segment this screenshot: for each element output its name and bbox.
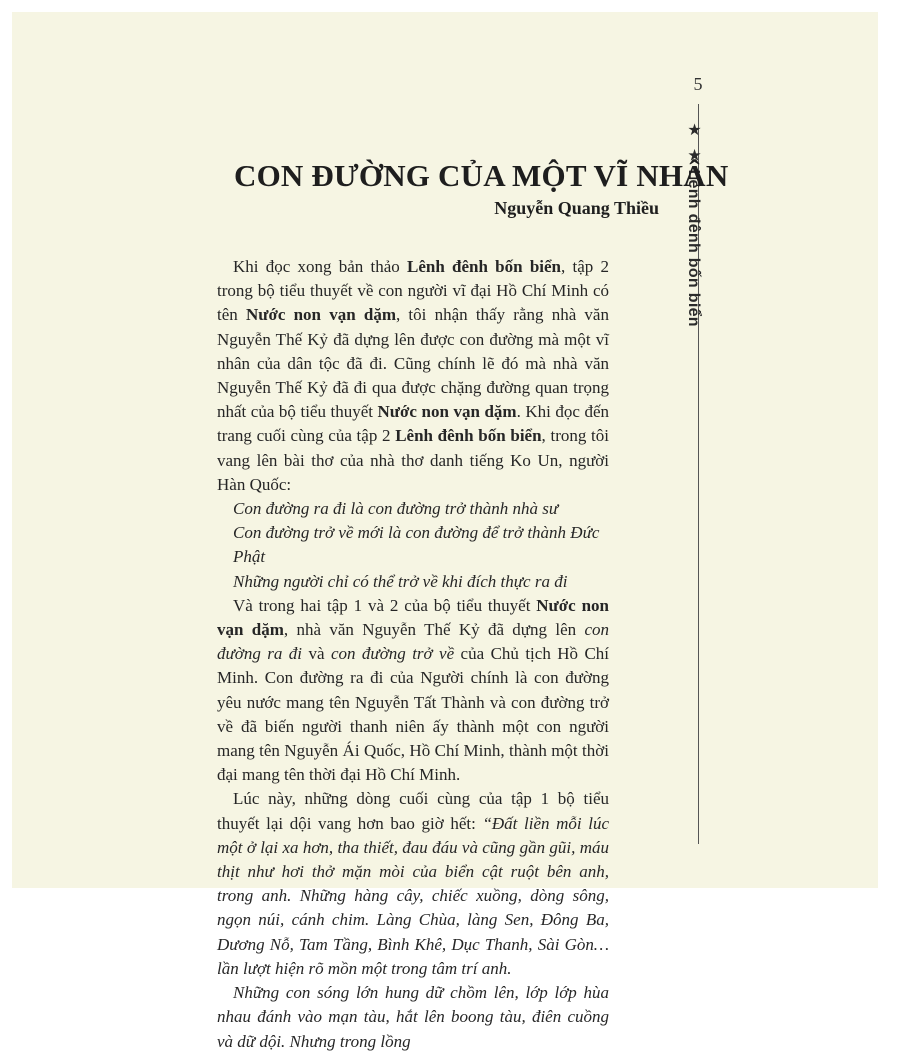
text-run: , tôi nhận thấy rằng nhà văn Nguyễn Thế Kỷ đã dựng lên được con đường mà một vĩ nhân của dân tộc đã đi. Cũng chính lẽ đó mà nhà văn Nguyễn Thế Kỷ đã đi qua được chặng đường quan trọng nhất của bộ tiểu thuyết bbox=[217, 305, 609, 422]
italic-run: Những con sóng lớn hung dữ chồm lên, lớp lớp hùa nhau đánh vào mạn tàu, hắt lên boong tàu, điên cuồng và dữ dội. Nhưng trong lồng bbox=[217, 983, 609, 1051]
text-run: Và trong hai tập 1 và 2 của bộ tiểu thuyết bbox=[233, 595, 537, 615]
paragraph bbox=[217, 981, 609, 1054]
text-run: Khi đọc xong bản thảo bbox=[233, 257, 408, 276]
italic-run: con đường trở về bbox=[330, 644, 455, 664]
chapter-title: CON ĐƯỜNG CỦA MỘT VĨ NHÂN bbox=[234, 158, 729, 193]
bold-run: Lênh đênh bốn biển bbox=[407, 257, 561, 276]
paragraph bbox=[217, 787, 609, 981]
bold-run: Lênh đênh bốn biển bbox=[395, 426, 542, 446]
body-text bbox=[217, 255, 609, 1054]
text-run: . Khi đọc đến trang cuối cùng của tập 2 bbox=[217, 402, 610, 446]
book-page bbox=[12, 12, 878, 1051]
author-name: Nguyễn Quang Thiều bbox=[494, 198, 659, 218]
bold-run: Nước non vạn dặm bbox=[217, 595, 609, 640]
italic-run: Con đường trở về mới là con đường để trở thành Đức Phật bbox=[233, 523, 600, 567]
text-run: và bbox=[302, 644, 331, 664]
italic-run: “Đất liền mỗi lúc một ở lại xa hơn, tha thiết, đau đáu và cũng gần gũi, máu thịt như hơi thở mặn mòi của biển cật ruột bên anh, trong anh. Những hàng cây, chiếc xuồng, dòng sông, ngọn núi, cánh chim. Làng Chùa, làng Sen, Đông Ba, Dương Nỗ, Tam Tầng, Bình Khê, Dục Thanh, Sài Gòn… lần lượt hiện rõ mồn một trong tâm trí anh. bbox=[217, 813, 610, 978]
running-header-title: Lênh đênh bốn biển bbox=[685, 169, 702, 327]
bold-run: Nước non vạn dặm bbox=[245, 305, 396, 325]
verse-line bbox=[217, 497, 609, 521]
star-ornament-icon: ★ ★ bbox=[685, 120, 702, 166]
text-run: , tập 2 trong bộ tiểu thuyết về con người vĩ đại Hồ Chí Minh có tên bbox=[217, 257, 609, 325]
text-run: , trong tôi vang lên bài thơ của nhà thơ danh tiếng Ko Un, người Hàn Quốc: bbox=[217, 426, 609, 494]
bold-run: Nước non vạn dặm bbox=[377, 402, 517, 422]
page-number: 5 bbox=[693, 74, 703, 94]
italic-run: Con đường ra đi là con đường trở thành nhà sư bbox=[233, 499, 559, 519]
running-header bbox=[684, 120, 703, 327]
italic-run: con đường ra đi bbox=[217, 620, 609, 664]
verse-line bbox=[217, 521, 609, 569]
text-run: Lúc này, những dòng cuối cùng của tập 1 bộ tiểu thuyết lại dội vang hơn bao giờ hết: bbox=[217, 789, 609, 833]
text-run: của Chủ tịch Hồ Chí Minh. Con đường ra đi của Người chính là con đường yêu nước mang tên Nguyễn Tất Thành và con đường trở về đã biến người thanh niên ấy thành một con người mang tên Nguyễn Ái Quốc, Hồ Chí Minh, thành một thời đại mang tên thời đại Hồ Chí Minh. bbox=[217, 644, 610, 785]
verse-line bbox=[217, 570, 609, 594]
text-run: , nhà văn Nguyễn Thế Kỷ đã dựng lên bbox=[283, 620, 585, 640]
italic-run: Những người chỉ có thể trở về khi đích thực ra đi bbox=[233, 571, 568, 591]
paragraph bbox=[217, 594, 609, 788]
paragraph bbox=[217, 255, 609, 497]
